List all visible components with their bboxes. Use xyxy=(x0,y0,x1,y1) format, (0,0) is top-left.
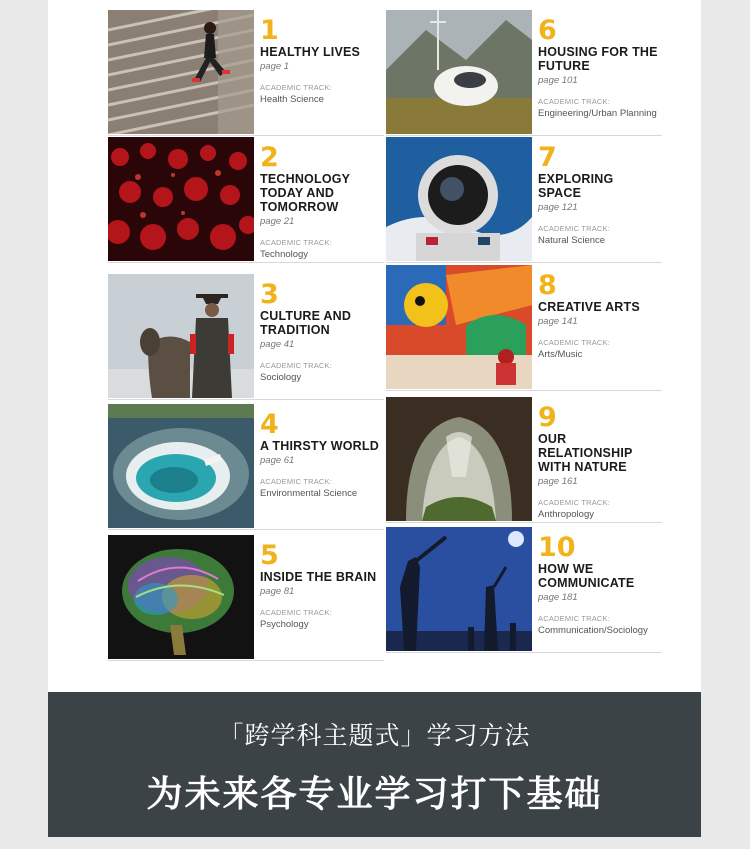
unit-title: CREATIVE ARTS xyxy=(538,300,640,314)
unit-title: TECHNOLOGY TODAY AND TOMORROW xyxy=(260,172,350,214)
unit-card-5[interactable] xyxy=(108,535,384,661)
unit-title: OUR RELATIONSHIP WITH NATURE xyxy=(538,432,633,474)
unit-page: page 161 xyxy=(538,476,578,487)
unit-number: 4 xyxy=(260,409,279,440)
academic-track: Sociology xyxy=(260,372,302,383)
unit-number: 10 xyxy=(538,532,576,563)
unit-4-photo xyxy=(108,404,254,528)
promo-banner xyxy=(48,692,701,837)
academic-track-label: ACADEMIC TRACK: xyxy=(538,97,611,106)
unit-5-photo xyxy=(108,535,254,659)
academic-track-label: ACADEMIC TRACK: xyxy=(538,224,611,233)
academic-track-label: ACADEMIC TRACK: xyxy=(538,338,611,347)
unit-page: page 21 xyxy=(260,216,295,227)
unit-page: page 141 xyxy=(538,316,578,327)
academic-track: Anthropology xyxy=(538,509,594,520)
academic-track: Arts/Music xyxy=(538,349,583,360)
academic-track-label: ACADEMIC TRACK: xyxy=(538,498,611,507)
academic-track: Technology xyxy=(260,249,309,260)
unit-1-photo xyxy=(108,10,254,134)
unit-card-1[interactable] xyxy=(108,10,384,136)
unit-card-6[interactable] xyxy=(386,10,662,136)
unit-number: 6 xyxy=(538,15,557,46)
unit-page: page 181 xyxy=(538,592,578,603)
unit-title: A THIRSTY WORLD xyxy=(260,439,379,453)
unit-card-7[interactable] xyxy=(386,137,662,263)
academic-track-label: ACADEMIC TRACK: xyxy=(538,614,611,623)
unit-number: 5 xyxy=(260,540,279,571)
academic-track-label: ACADEMIC TRACK: xyxy=(260,477,333,486)
unit-page: page 81 xyxy=(260,586,295,597)
unit-card-3[interactable] xyxy=(108,274,384,400)
unit-card-2[interactable] xyxy=(108,137,384,263)
academic-track: Engineering/Urban Planning xyxy=(538,108,657,119)
unit-number: 2 xyxy=(260,142,279,173)
academic-track-label: ACADEMIC TRACK: xyxy=(260,608,333,617)
unit-8-photo xyxy=(386,265,532,389)
banner-title: 为未来各专业学习打下基础 xyxy=(146,774,603,815)
academic-track-label: ACADEMIC TRACK: xyxy=(260,238,333,247)
unit-6-photo xyxy=(386,10,532,134)
unit-10-photo xyxy=(386,527,532,651)
unit-card-4[interactable] xyxy=(108,404,384,530)
unit-page: page 121 xyxy=(538,202,578,213)
unit-9-photo xyxy=(386,397,532,521)
unit-7-photo xyxy=(386,137,532,261)
unit-number: 8 xyxy=(538,270,557,301)
banner-subtitle: 「跨学科主题式」学习方法 xyxy=(218,721,531,750)
academic-track: Natural Science xyxy=(538,235,606,246)
unit-title: HOW WE COMMUNICATE xyxy=(538,562,635,590)
unit-page: page 1 xyxy=(260,61,290,72)
unit-number: 3 xyxy=(260,279,279,310)
academic-track: Communication/Sociology xyxy=(538,625,648,636)
academic-track-label: ACADEMIC TRACK: xyxy=(260,83,333,92)
academic-track: Psychology xyxy=(260,619,309,630)
unit-card-10[interactable] xyxy=(386,527,662,653)
unit-page: page 61 xyxy=(260,455,295,466)
unit-number: 7 xyxy=(538,142,557,173)
unit-page: page 101 xyxy=(538,75,578,86)
unit-card-8[interactable] xyxy=(386,265,662,391)
unit-title: CULTURE AND TRADITION xyxy=(260,309,352,337)
unit-title: HOUSING FOR THE FUTURE xyxy=(538,45,658,73)
academic-track: Health Science xyxy=(260,94,324,105)
unit-number: 9 xyxy=(538,402,557,433)
unit-title: EXPLORING SPACE xyxy=(538,172,614,200)
unit-card-9[interactable] xyxy=(386,397,662,523)
unit-3-photo xyxy=(108,274,254,398)
unit-title: HEALTHY LIVES xyxy=(260,45,361,59)
unit-number: 1 xyxy=(260,15,279,46)
unit-page: page 41 xyxy=(260,339,295,350)
unit-title: INSIDE THE BRAIN xyxy=(260,570,377,584)
unit-2-photo xyxy=(108,137,254,261)
academic-track-label: ACADEMIC TRACK: xyxy=(260,361,333,370)
academic-track: Environmental Science xyxy=(260,488,358,499)
